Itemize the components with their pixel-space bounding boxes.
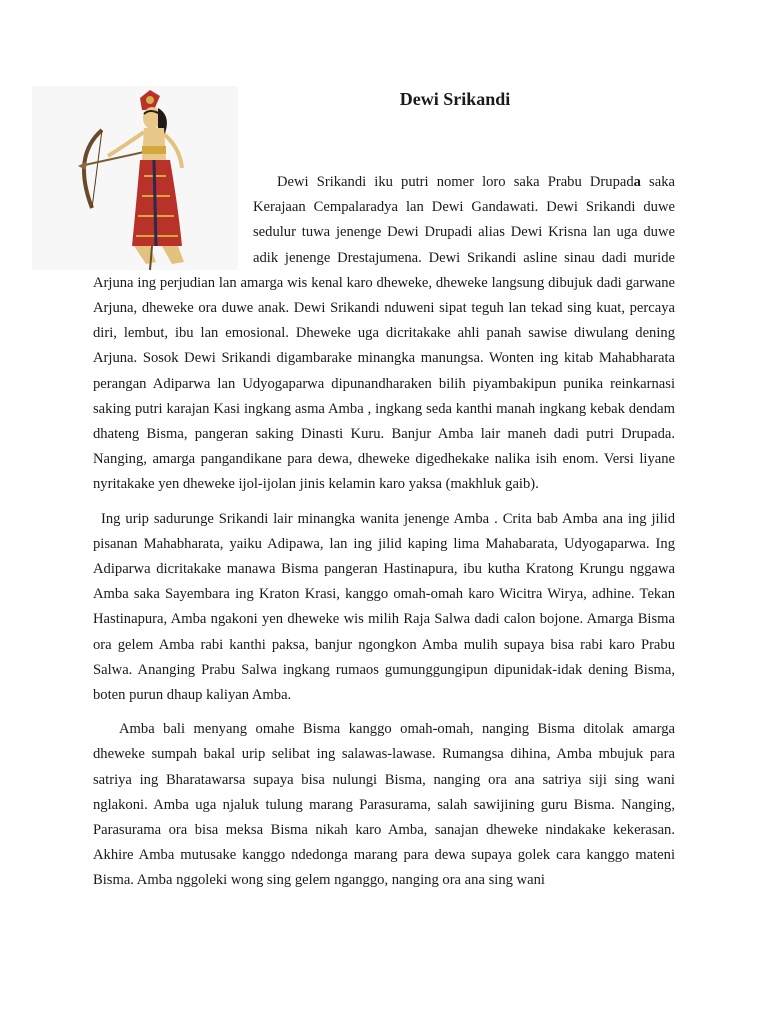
paragraph-2: Ing urip sadurunge Srikandi lair minangka wanita jenenge Amba . Crita bab Amba ana ing jilid pisanan Mahabharata, yaiku Adipawa, lan ing jilid kaping lima Mahabarata, Udyogaparwa. Ing Adiparwa dicritakake manawa Bisma pangeran Hastinapura, ibu kutha Kratong Krungu nggawa Amba saka Sayembara ing Kraton Krasi, kanggo omah-omah karo Wicitra Wirya, adhine. Tekan Hastinapura, Amba ngakoni yen dheweke wis milih Raja Salwa dadi calon bojone. Amarga Bisma ora gelem Amba rabi kanthi paksa, banjur ngongkon Amba mulih supaya bisa rabi karo Prabu Salwa. Ananging Prabu Salwa ingkang rumaos gumunggungipun dipunidak-idak dening Bisma, boten purun dhaup kaliyan Amba. xyxy=(93,510,675,704)
paragraph-3: Amba bali menyang omahe Bisma kanggo omah-omah, nanging Bisma ditolak amarga dheweke sumpah bakal urip selibat ing salawas-lawase. Rumangsa dihina, Amba mbujuk para satriya ing Bharatawarsa supaya bisa nulungi Bisma, nanging ora ana satriya siji sing wani nglakoni. Amba uga njaluk tulung marang Parasurama, salah sawijining guru Bisma. Nanging, Parasurama ora bisa meksa Bisma nikah karo Amba, sanajan dheweke nindakake kekerasan. Akhire Amba mutusake kanggo ndedonga marang para dewa supaya golek cara kanggo mateni Bisma. Amba nggoleki wong sing gelem nganggo, nanging ora ana sing wani xyxy=(93,721,675,889)
figure-spacer xyxy=(93,170,253,270)
paragraph-1-bold: a xyxy=(633,174,641,190)
paragraph-1-before: Dewi Srikandi iku putri nomer loro saka Prabu Drupad xyxy=(277,174,634,190)
body-text xyxy=(93,170,675,903)
paragraph-1-after: saka Kerajaan Cempalaradya lan Dewi Gandawati. Dewi Srikandi duwe sedulur tuwa jenenge Dewi Drupadi alias Dewi Krisna lan uga duwe adik jenenge Drestajumena. Dewi Srikandi asline sinau dadi muride Arjuna ing perjudian lan amarga wis kenal karo dheweke, dheweke langsung dibujuk dadi garwane Arjuna, dheweke ora duwe anak. Dewi Srikandi nduweni sipat teguh lan tekad sing kuat, percaya diri, lembut, ibu lan emosional. Dheweke uga dicritakake ahli panah sawise diwulang dening Arjuna. Sosok Dewi Srikandi digambarake minangka manungsa. Wonten ing kitab Mahabharata perangan Adiparwa lan Udyogaparwa dipunandharaken bilih piyambakipun punika reinkarnasi saking putri karajan Kasi ingkang asma Amba , ingkang seda kanthi manah ingkang kebak dendam dhateng Bisma, pangeran saking Dinasti Kuru. Banjur Amba lair maneh dadi putri Drupada. Nanging, amarga pangandikane para dewa, dheweke digedhekake nalika isih enom. Versi liyane nyritakake yen dheweke ijol-ijolan jinis kelamin karo yaksa (makhluk gaib). xyxy=(93,174,675,493)
page-title: Dewi Srikandi xyxy=(399,89,511,109)
